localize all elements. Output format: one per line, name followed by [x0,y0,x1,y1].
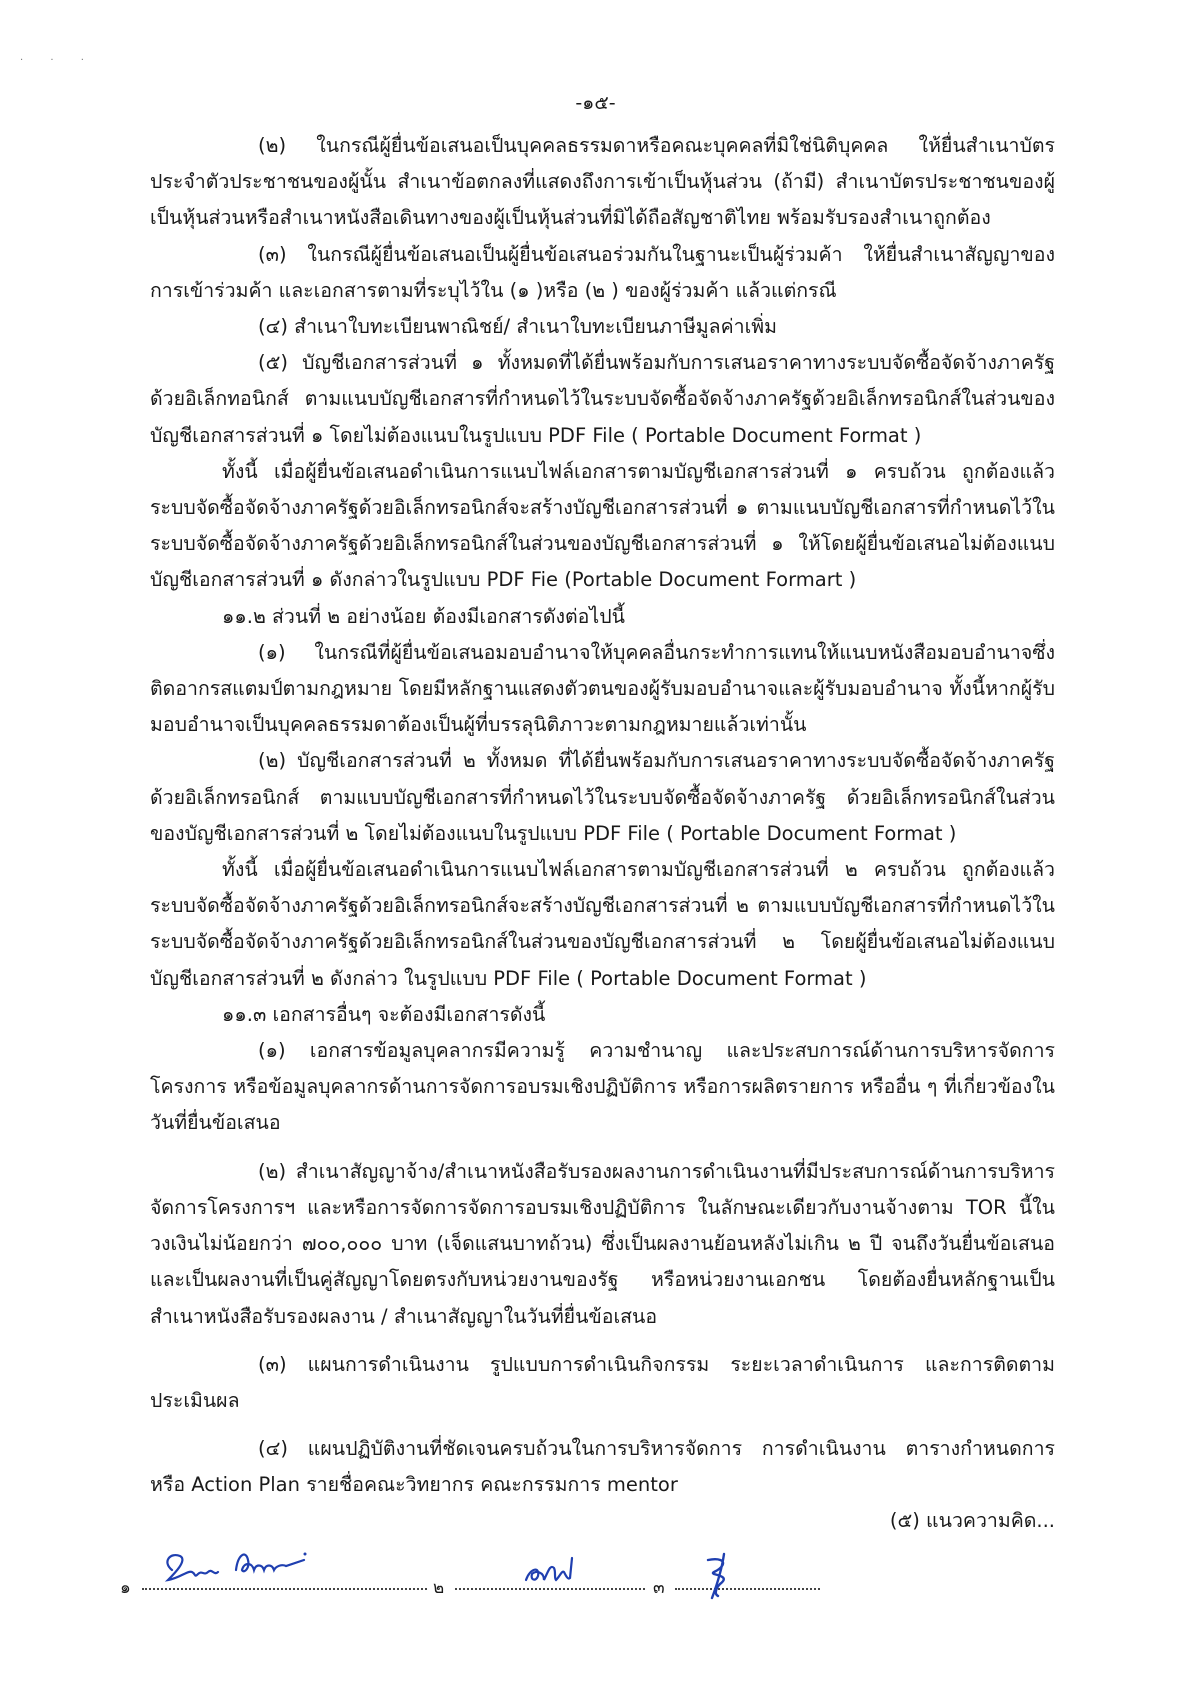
paragraph-item-3-joint-venture: (๓) ในกรณีผู้ยื่นข้อเสนอเป็นผู้ยื่นข้อเสนอร่วมกันในฐานะเป็นผู้ร่วมค้า ให้ยื่นสำเนาสัญญาของการเข้าร่วมค้า และเอกสารตามที่ระบุไว้ใน (๑ )หรือ (๒ ) ของผู้ร่วมค้า แล้วแต่กรณี [150,242,1055,302]
signature-number-1: ๑ [120,1578,131,1598]
handwritten-signature-2 [520,1550,580,1590]
signature-line-1 [142,1588,427,1590]
paragraph-note-part1: ทั้งนี้ เมื่อผู้ยื่นข้อเสนอดำเนินการแนบไฟล์เอกสารตามบัญชีเอกสารส่วนที่ ๑ ครบถ้วน ถูกต้องแล้ว ระบบจัดซื้อจัดจ้างภาครัฐด้วยอิเล็กทรอนิกส์จะสร้างบัญชีเอกสารส่วนที่ ๑ ตามแนบบัญชีเอกสารที่กำหนดไว้ในระบบจัดซื้อจัดจ้างภาครัฐด้วยอิเล็กทรอนิกส์ในส่วนของบัญชีเอกสารส่วนที่ ๑ ให้โดยผู้ยื่นข้อเสนอไม่ต้องแนบบัญชีเอกสารส่วนที่ ๑ ดังกล่าวในรูปแบบ PDF Fie (Portable Document Formart ) [150,459,1055,592]
paragraph-item-1-personnel: (๑) เอกสารข้อมูลบุคลากรมีความรู้ ความชำนาญ และประสบการณ์ด้านการบริหารจัดการโครงการ หรือข้อมูลบุคลากรด้านการจัดการอบรมเชิงปฏิบัติการ หรือการผลิตรายการ หรืออื่น ๆ ที่เกี่ยวข้องในวันที่ยื่นข้อเสนอ [150,1039,1055,1135]
paragraph-gap [150,1142,1055,1154]
paragraph-gap [150,1335,1055,1347]
signature-number-2: ๒ [433,1578,445,1598]
paragraph-item-5-doc-list-part1: (๕) บัญชีเอกสารส่วนที่ ๑ ทั้งหมดที่ได้ยื่นพร้อมกับการเสนอราคาทางระบบจัดซื้อจัดจ้างภาครัฐด้วยอิเล็กทอนิกส์ ตามแนบบัญชีเอกสารที่กำหนดไว้ในระบบจัดซื้อจัดจ้างภาครัฐด้วยอิเล็กทรอนิกส์ในส่วนของบัญชีเอกสารส่วนที่ ๑ โดยไม่ต้องแนบในรูปแบบ PDF File ( Portable Document Format ) [150,351,1055,447]
paragraph-item-3-operation-plan: (๓) แผนการดำเนินงาน รูปแบบการดำเนินกิจกรรม ระยะเวลาดำเนินการ และการติดตามประเมินผล [150,1352,1055,1412]
signature-number-3: ๓ [653,1578,665,1598]
handwritten-signature-3 [700,1550,740,1600]
paragraph-item-1-power-of-attorney: (๑) ในกรณีที่ผู้ยื่นข้อเสนอมอบอำนาจให้บุคคลอื่นกระทำการแทนให้แนบหนังสือมอบอำนาจซึ่งติดอากรสแตมป์ตามกฎหมาย โดยมีหลักฐานแสดงตัวตนของผู้รับมอบอำนาจและผู้รับมอบอำนาจ ทั้งนี้หากผู้รับมอบอำนาจเป็นบุคคลธรรมดาต้องเป็นผู้ที่บรรลุนิติภาวะตามกฎหมายแล้วเท่านั้น [150,640,1055,737]
document-body [150,128,1055,1504]
paragraph-note-part2: ทั้งนี้ เมื่อผู้ยื่นข้อเสนอดำเนินการแนบไฟล์เอกสารตามบัญชีเอกสารส่วนที่ ๒ ครบถ้วน ถูกต้องแล้ว ระบบจัดซื้อจัดจ้างภาครัฐด้วยอิเล็กทรอนิกส์จะสร้างบัญชีเอกสารส่วนที่ ๒ ตามแบบบัญชีเอกสารที่กำหนดไว้ในระบบจัดซื้อจัดจ้างภาครัฐด้วยอิเล็กทรอนิกส์ในส่วนของบัญชีเอกสารส่วนที่ ๒ โดยผู้ยื่นข้อเสนอไม่ต้องแนบบัญชีเอกสารส่วนที่ ๒ ดังกล่าว ในรูปแบบ PDF File ( Portable Document Format ) [150,858,1055,990]
signature-line-3 [675,1588,820,1590]
paragraph-gap [150,1419,1055,1431]
scan-specks: · · · [20,55,96,66]
paragraph-item-2-doc-list-part2: (๒) บัญชีเอกสารส่วนที่ ๒ ทั้งหมด ที่ได้ยื่นพร้อมกับการเสนอราคาทางระบบจัดซื้อจัดจ้างภาครัฐด้วยอิเล็กทรอนิกส์ ตามแบบบัญชีเอกสารที่กำหนดไว้ในระบบจัดซื้อจัดจ้างภาครัฐ ด้วยอิเล็กทรอนิกส์ในส่วนของบัญชีเอกสารส่วนที่ ๒ โดยไม่ต้องแนบในรูปแบบ PDF File ( Portable Document Format ) [150,749,1055,845]
signature-block [120,1540,820,1600]
section-heading-11-3: ๑๑.๓ เอกสารอื่นๆ จะต้องมีเอกสารดังนี้ [222,1002,546,1026]
paragraph-item-4-action-plan: (๔) แผนปฏิบัติงานที่ชัดเจนครบถ้วนในการบริหารจัดการ การดำเนินงาน ตารางกำหนดการ หรือ Action Plan รายชื่อคณะวิทยากร คณะกรรมการ mentor [150,1437,1055,1497]
paragraph-item-2-copy-id: (๒) ในกรณีผู้ยื่นข้อเสนอเป็นบุคคลธรรมดาหรือคณะบุคคลที่มิใช่นิติบุคคล ให้ยื่นสำเนาบัตรประจำตัวประชาชนของผู้นั้น สำเนาข้อตกลงที่แสดงถึงการเข้าเป็นหุ้นส่วน (ถ้ามี) สำเนาบัตรประชาชนของผู้เป็นหุ้นส่วนหรือสำเนาหนังสือเดินทางของผู้เป็นหุ้นส่วนที่มิได้ถือสัญชาติไทย พร้อมรับรองสำเนาถูกต้อง [150,134,1055,230]
continuation-text: (๕) แนวความคิด... [889,1509,1055,1532]
paragraph-item-2-contract-copy: (๒) สำเนาสัญญาจ้าง/สำเนาหนังสือรับรองผลงานการดำเนินงานที่มีประสบการณ์ด้านการบริหารจัดการโครงการฯ และหรือการจัดการจัดการอบรมเชิงปฏิบัติการ ในลักษณะเดียวกับงานจ้างตาม TOR นี้ในวงเงินไม่น้อยกว่า ๗๐๐,๐๐๐ บาท (เจ็ดแสนบาทถ้วน) ซึ่งเป็นผลงานย้อนหลังไม่เกิน ๒ ปี จนถึงวันยื่นข้อเสนอ และเป็นผลงานที่เป็นคู่สัญญาโดยตรงกับหน่วยงานของรัฐ หรือหน่วยงานเอกชน โดยต้องยื่นหลักฐานเป็นสำเนาหนังสือรับรองผลงาน / สำเนาสัญญาในวันที่ยื่นข้อเสนอ [150,1159,1055,1328]
section-heading-11-2: ๑๑.๒ ส่วนที่ ๒ อย่างน้อย ต้องมีเอกสารดังต่อไปนี้ [222,604,625,628]
handwritten-signature-1 [158,1540,308,1588]
page-number: -๑๕- [575,92,616,114]
paragraph-item-4-registration: (๔) สำเนาใบทะเบียนพาณิชย์/ สำเนาใบทะเบียนภาษีมูลค่าเพิ่ม [258,315,777,339]
